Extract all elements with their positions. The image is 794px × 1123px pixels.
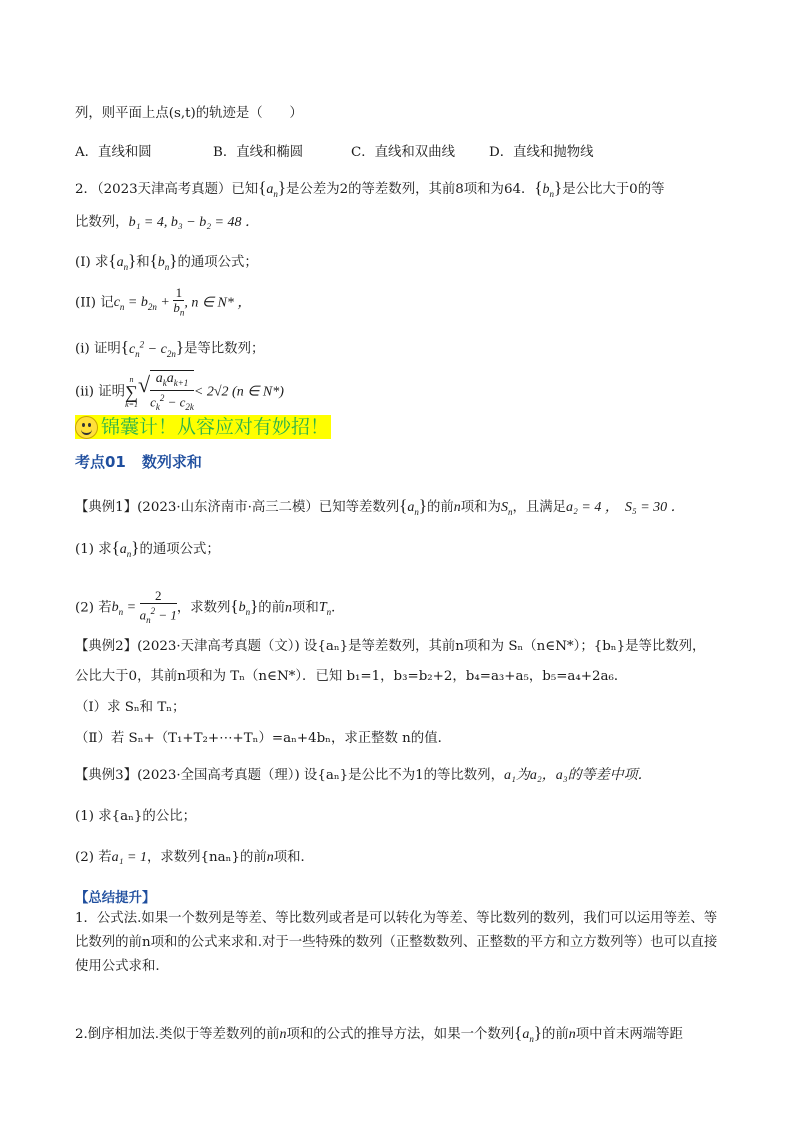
ex1-p2-b: ，求数列 xyxy=(176,600,231,616)
q2-p2-b: n ∈ N* ， xyxy=(191,295,252,311)
q2-part4: (ⅱ) 证明 n ∑ k=1 √ $\frac{a_ka_{k+1}}{c_k^2 - c_{2k}}$ < 2√2 (n ∈ N*) xyxy=(75,371,284,412)
q2-p4-a: (ⅱ) 证明 xyxy=(75,384,126,400)
ex3-line-b: a₁为a₂，a₃的等差中项． xyxy=(503,768,652,783)
ex3-p2-d: 项和． xyxy=(273,850,314,865)
ex1-p1-b: 的通项公式； xyxy=(139,542,220,557)
q2-line2-a: 比数列， xyxy=(75,215,129,230)
example2-line1: 【典例2】(2023·天津高考真题（文）) 设{aₙ}是等差数列，其前n项和为 Sₙ（n∈N*）；{bₙ}是等比数列， xyxy=(75,639,706,654)
q2-p1-c: 的通项公式； xyxy=(177,255,258,270)
ex3-p2-a: (2) 若 xyxy=(75,850,112,865)
summary-item-2: 2.倒序相加法.类似于等差数列的前n项和的公式的推导方法，如果一个数列$\{a_n\}$的前n项中首末两端等距 xyxy=(75,1023,683,1044)
summary2-b: 项和的公式的推导方法，如果一个数列 xyxy=(286,1027,515,1042)
q2-p3-b: 是等比数列； xyxy=(184,341,265,357)
example1-stem: 【典例1】(2023·山东济南市·高三二模）已知等差数列$\{a_n\}$的前n项和为$S_n$，且满足a₂ = 4 ， S₅ = 30 ． xyxy=(75,496,685,517)
option-a: A．直线和圆 xyxy=(75,145,152,160)
summary2-d: 项中首末两端等距 xyxy=(575,1027,683,1042)
q2-p1-a: (I) 求 xyxy=(75,255,109,270)
ex1-line-f: S₅ = 30 ． xyxy=(624,500,685,515)
ex1-line-c: 项和为 xyxy=(460,500,501,515)
tip-banner-text: 锦囊计！从容应对有妙招！ xyxy=(101,416,330,438)
q2-p3-a: (ⅰ) 证明 xyxy=(75,341,121,357)
option-b: B．直线和椭圆 xyxy=(213,145,304,160)
section-title: 数列求和 xyxy=(141,453,202,471)
ex1-p2-e: ． xyxy=(331,600,345,616)
q2-part2: (II) 记$c_n = b_{2n}$ + $\frac{1}{b_n}$ , n ∈ N* ， xyxy=(75,285,252,318)
ex1-p2-c: 的前 xyxy=(258,600,286,616)
example3-part2: (2) 若a₁ = 1，求数列{naₙ}的前n项和． xyxy=(75,850,314,865)
example2-line4: （Ⅱ）若 Sₙ+（T₁+T₂+⋯+Tₙ）=aₙ+4bₙ，求正整数 n的值． xyxy=(75,731,451,746)
option-c: C．直线和双曲线 xyxy=(351,145,455,160)
ex1-line-d: ，且满足 xyxy=(512,500,567,515)
section-code: 考点01 xyxy=(75,453,126,471)
q2-line2-b: b₁ = 4, b₃ − b₂ = 48 ． xyxy=(128,215,260,230)
q2-p4-b: < 2√2 (n ∈ N*) xyxy=(193,384,284,400)
q2-head-a: 2．（2023天津高考真题）已知 xyxy=(75,182,259,197)
q2-part1: (I) 求$\{a_n\}$和$\{b_n\}$的通项公式； xyxy=(75,251,258,272)
question-stem-tail: 列，则平面上点(s,t)的轨迹是（ ） xyxy=(75,106,303,121)
example2-line3: （Ⅰ）求 Sₙ和 Tₙ； xyxy=(75,700,186,715)
section-heading xyxy=(75,451,202,472)
ex1-line-e: a₂ = 4 ， xyxy=(566,500,619,515)
q2-head-c: 是公比大于0的等 xyxy=(562,182,665,197)
tip-banner xyxy=(75,415,331,439)
q2-head-b: 是公差为2的等差数列，其前8项和为64． xyxy=(286,182,535,197)
q2-p1-b: 和 xyxy=(136,255,150,270)
summary-item-1: 1．公式法.如果一个数列是等差、等比数列或者是可以转化为等差、等比数列的数列，我们可以运用等差、等比数列的前n项和的公式来求和.对于一些特殊的数列（正整数数列、正整数的平方和立方数列等）也可以直接使用公式求和. xyxy=(75,911,718,974)
q2-stem: 2．（2023天津高考真题）已知$\{a_n\}$是公差为2的等差数列，其前8项和为64．$\{b_n\}$是公比大于0的等 xyxy=(75,178,665,199)
summary2-c: 的前 xyxy=(542,1027,569,1042)
ex1-p2-d: 项和 xyxy=(292,600,319,616)
option-d: D．直线和抛物线 xyxy=(489,145,594,160)
summary-title: 【总结提升】 xyxy=(75,890,156,906)
choice-options xyxy=(75,144,593,162)
q2-part3: (ⅰ) 证明$\{c_n^2 - c_{2n}\}$是等比数列； xyxy=(75,337,265,359)
example1-part2: (2) 若$b_n$ = $\frac{2}{a_n^2 - 1}$ ，求数列$\{b_n\}$的前n项和$T_n$． xyxy=(75,588,345,625)
ex3-p2-b: a₁ = 1 xyxy=(111,850,147,865)
example3-part1: (1) 求{aₙ}的公比； xyxy=(75,809,196,824)
q2-p2-a: (II) 记 xyxy=(75,295,114,311)
summary2-a: 2.倒序相加法.类似于等差数列的前 xyxy=(75,1027,280,1042)
q2-stem-line2 xyxy=(75,214,259,232)
ex3-p2-c: ，求数列{naₙ}的前 xyxy=(146,850,267,865)
ex1-line-a: 【典例1】(2023·山东济南市·高三二模）已知等差数列 xyxy=(75,500,400,515)
example1-part1: (1) 求$\{a_n\}$的通项公式； xyxy=(75,538,220,559)
ex1-p1-a: (1) 求 xyxy=(75,542,112,557)
example3-stem xyxy=(75,767,652,785)
smiley-icon xyxy=(75,416,98,439)
example2-line2: 公比大于0，其前n项和为 Tₙ（n∈N*）．已知 b₁=1，b₃=b₂+2，b₄=a₃+a₅，b₅=a₄+2a₆． xyxy=(75,669,628,684)
ex1-line-b: 的前 xyxy=(427,500,454,515)
ex1-p2-a: (2) 若 xyxy=(75,600,112,616)
ex3-line-a: 【典例3】(2023·全国高考真题（理）) 设{aₙ}是公比不为1的等比数列， xyxy=(75,768,504,783)
